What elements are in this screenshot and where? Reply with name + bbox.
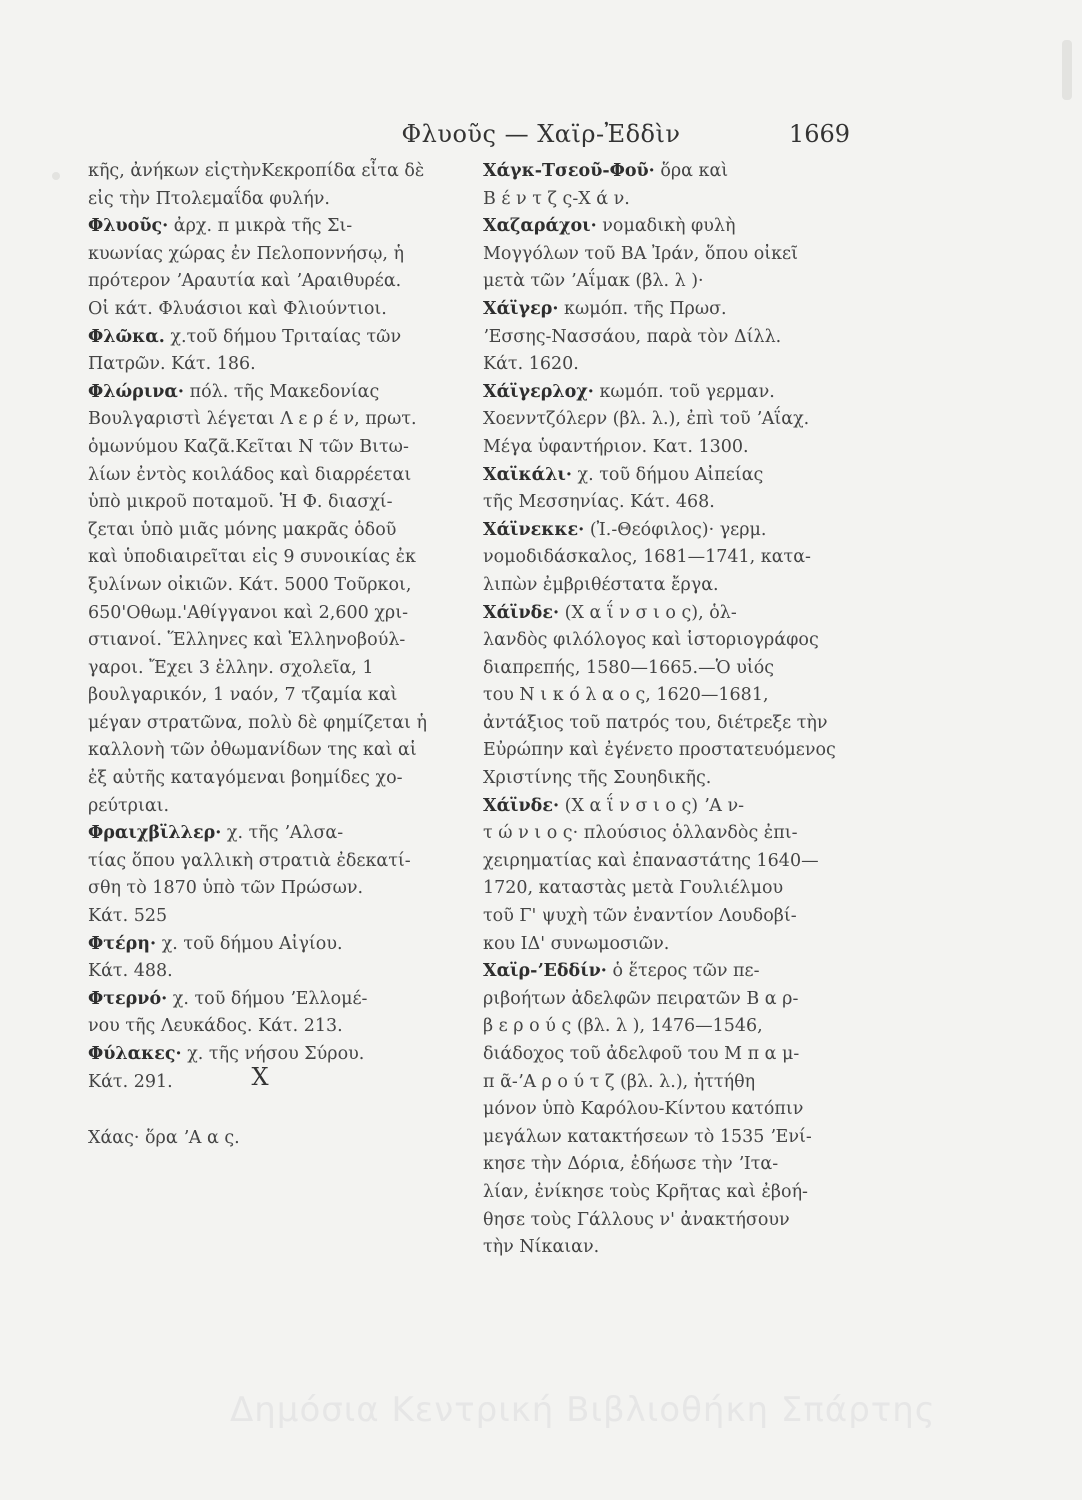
text-line: Κάτ. 1620.	[483, 354, 579, 375]
text-line: Μογγόλων τοῦ ΒΑ Ἰράν, ὅπου οἰκεῖ	[483, 243, 798, 264]
text-line: Χαζαράχοι· νομαδικὴ φυλὴ	[483, 216, 736, 237]
text-line: ὑπὸ μικροῦ ποταμοῦ. Ἡ Φ. διασχί-	[88, 492, 393, 513]
text-line: Κάτ. 488.	[88, 961, 173, 982]
text-line: Φτέρη· χ. τοῦ δήμου Αἰγίου.	[88, 933, 343, 954]
scan-spot	[1062, 40, 1072, 100]
text-line: Φλυοῦς· ἀρχ. π μικρὰ τῆς Σι-	[88, 216, 353, 237]
text-line: 650'Οθωμ.'Αθίγγανοι καὶ 2,600 χρι-	[88, 602, 408, 623]
headword: Φλυοῦς·	[88, 216, 169, 237]
text-line: Φλώρινα· πόλ. τῆς Μακεδονίας	[88, 381, 380, 402]
text-line: κησε τὴν Δόρια, ἐδήωσε τὴν ʼΙτα-	[483, 1154, 779, 1175]
text-line: μόνον ὑπὸ Καρόλου-Κίντου κατόπιν	[483, 1099, 804, 1120]
text-line: Οἱ κάτ. Φλυάσιοι καὶ Φλιούντιοι.	[88, 298, 387, 319]
headword: Χάϊνδε·	[483, 795, 560, 816]
text-line: εἰς τὴν Πτολεμαΐδα φυλήν.	[88, 188, 330, 209]
headword: Χάϊγερ·	[483, 298, 559, 319]
text-line: ρεύτριαι.	[88, 795, 170, 816]
text-line: Φραιχβϊλλερ· χ. τῆς ʼΑλσα-	[88, 823, 344, 844]
text-line: Χοενντζόλερν (βλ. λ.), ἐπὶ τοῦ ʼΑΐαχ.	[483, 409, 810, 430]
headword: Χαϊρ-ʼΕδδίν·	[483, 961, 607, 982]
text-line: Χάϊγερλοχ· κωμόπ. τοῦ γερμαν.	[483, 381, 775, 402]
text-line: μέγαν στρατῶνα, πολὺ δὲ φημίζεται ἡ	[88, 712, 427, 733]
text-line: Φλῶκα. χ.τοῦ δήμου Τριταίας τῶν	[88, 326, 402, 347]
text-line: Κάτ. 291.	[88, 1071, 173, 1092]
headword: Φραιχβϊλλερ·	[88, 823, 222, 844]
text-line: καλλονὴ τῶν ὀθωμανίδων της καὶ αἱ	[88, 740, 417, 761]
text-line: Χάγκ-Τσεοῦ-Φοῦ· ὅρα καὶ	[483, 161, 729, 181]
text-line: Χριστίνης τῆς Σουηδικῆς.	[483, 768, 712, 789]
text-line: ἀντάξιος τοῦ πατρός του, διέτρεξε τὴν	[483, 712, 828, 733]
final-entry: Χάας· ὅρα ʼΑ α ς.	[88, 1128, 240, 1148]
text-line: του Ν ι κ ό λ α ο ς, 1620—1681,	[483, 685, 769, 706]
text-line: Εὐρώπην καὶ ἐγένετο προστατευόμενος	[483, 740, 836, 761]
text-line: Χαϊκάλι· χ. τοῦ δήμου Αἰπείας	[483, 464, 764, 485]
text-line: κου ΙΔ' συνωμοσιῶν.	[483, 933, 670, 954]
headword: Χάγκ-Τσεοῦ-Φοῦ·	[483, 161, 655, 181]
text-line: τὴν Νίκαιαν.	[483, 1237, 600, 1258]
text-line: Χαϊρ-ʼΕδδίν· ὁ ἕτερος τῶν πε-	[483, 961, 760, 982]
text-line: Μέγα ὑφαντήριον. Κατ. 1300.	[483, 436, 749, 457]
headword: Φτέρη·	[88, 933, 157, 954]
page-number: 1669	[788, 120, 850, 148]
text-line: Κάτ. 525	[88, 906, 168, 927]
left-column	[88, 158, 448, 1096]
headword: Χαϊκάλι·	[483, 464, 572, 485]
headword: Χαζαράχοι·	[483, 216, 597, 237]
text-line: στιανοί. Ἕλληνες καὶ Ἑλληνοβούλ-	[88, 630, 406, 651]
text-line: π ᾶ-ʼΑ ρ ο ύ τ ζ (βλ. λ.), ἡττήθη	[483, 1071, 756, 1092]
headword: Φτερνό·	[88, 988, 168, 1009]
text-line: τῆς Μεσσηνίας. Κάτ. 468.	[483, 492, 715, 513]
text-line: μετὰ τῶν ʼΑΐμακ (βλ. λ )·	[483, 271, 704, 292]
text-line: χειρηματίας καὶ ἐπαναστάτης 1640—	[483, 850, 819, 871]
text-line: λίων ἐντὸς κοιλάδος καὶ διαρρέεται	[88, 464, 412, 485]
library-watermark: Δημόσια Κεντρική Βιβλιοθήκη Σπάρτης	[230, 1390, 936, 1430]
text-line: ξυλίνων οἰκιῶν. Κάτ. 5000 Τοῦρκοι,	[88, 574, 412, 595]
scan-spot	[52, 172, 60, 180]
text-line: κῆς, ἀνήκων εἰςτὴνΚεκροπίδα εἶτα δὲ	[88, 161, 425, 181]
text-line: κυωνίας χώρας ἐν Πελοποννήσῳ, ἡ	[88, 243, 405, 264]
text-line: Β έ ν τ ζ ς-Χ ά ν.	[483, 188, 630, 209]
text-line: Βουλγαριστὶ λέγεται Λ ε ρ έ ν, πρωτ.	[88, 409, 417, 430]
text-line: θησε τοὺς Γάλλους ν' ἀνακτήσουν	[483, 1209, 790, 1230]
text-line: καὶ ὑποδιαιρεῖται εἰς 9 συνοικίας ἐκ	[88, 547, 416, 568]
text-line: γαροι. Ἔχει 3 ἑλλην. σχολεῖα, 1	[88, 657, 374, 678]
text-line: τοῦ Γ' ψυχὴ τῶν ἐναντίον Λουδοβί-	[483, 906, 797, 927]
text-line: πρότερον ʼΑραυτία καὶ ʼΑραιθυρέα.	[88, 271, 402, 292]
text-line: νομοδιδάσκαλος, 1681—1741, κατα-	[483, 547, 811, 568]
text-line: ζεται ὑπὸ μιᾶς μόνης μακρᾶς ὁδοῦ	[88, 519, 397, 540]
text-line: Χάϊνεκκε· (Ἰ.-Θεόφιλος)· γερμ.	[483, 519, 767, 540]
text-line: Πατρῶν. Κάτ. 186.	[88, 354, 256, 375]
text-line: Φύλακες· χ. τῆς νήσου Σύρου.	[88, 1044, 365, 1064]
text-line: νου τῆς Λευκάδος. Κάτ. 213.	[88, 1016, 343, 1037]
text-line: διάδοχος τοῦ ἀδελφοῦ του Μ π α μ-	[483, 1044, 800, 1064]
right-column	[483, 158, 849, 1262]
text-line: τ ώ ν ι ο ς· πλούσιος ὁλλανδὸς ἐπι-	[483, 823, 798, 844]
text-line: ʼΕσσης-Νασσάου, παρὰ τὸν Δίλλ.	[483, 326, 782, 347]
text-line: τίας ὅπου γαλλικὴ στρατιὰ ἐδεκατί-	[88, 850, 411, 871]
text-line: μεγάλων κατακτήσεων τὸ 1535 ʼΕνί-	[483, 1126, 812, 1147]
headword: Χάϊγερλοχ·	[483, 381, 594, 402]
text-line: σθη τὸ 1870 ὑπὸ τῶν Πρώσων.	[88, 878, 364, 899]
text-line: λιπὼν ἐμβριθέστατα ἔργα.	[483, 574, 719, 595]
headword: Φλῶκα.	[88, 326, 165, 347]
headword: Φλώρινα·	[88, 381, 184, 402]
text-line: Χάϊγερ· κωμόπ. τῆς Πρωσ.	[483, 298, 727, 319]
text-line: ἐξ αὐτῆς καταγόμεναι βοημίδες χο-	[88, 768, 403, 789]
headword: Φύλακες·	[88, 1044, 182, 1064]
text-line: διαπρεπής, 1580—1665.—Ὁ υἱός	[483, 657, 775, 678]
text-line: Χάϊνδε· (Χ α ΐ ν σ ι ο ς), ὁλ-	[483, 602, 737, 623]
headword: Χάϊνδε·	[483, 602, 560, 623]
text-line: λανδὸς φιλόλογος καὶ ἱστοριογράφος	[483, 630, 819, 651]
text-line: ριβοήτων ἀδελφῶν πειρατῶν Β α ρ-	[483, 988, 799, 1009]
text-line: λίαν, ἐνίκησε τοὺς Κρῆτας καὶ ἐβοή-	[483, 1181, 808, 1202]
text-line: Φτερνό· χ. τοῦ δήμου ʼΕλλομέ-	[88, 988, 368, 1009]
text-line: 1720, καταστὰς μετὰ Γουλιέλμου	[483, 878, 784, 899]
running-header: Φλυοῦς — Χαϊρ-Ἐδδὶν	[401, 120, 681, 148]
text-line: βουλγαρικόν, 1 ναόν, 7 τζαμία καὶ	[88, 685, 398, 706]
section-letter: Χ	[251, 1063, 269, 1091]
text-line: ὁμωνύμου Καζᾶ.Κεῖται Ν τῶν Βιτω-	[88, 436, 409, 457]
headword: Χάϊνεκκε·	[483, 519, 585, 540]
text-line: Χάϊνδε· (Χ α ΐ ν σ ι ο ς) ʼΑ ν-	[483, 795, 745, 816]
text-line: β ε ρ ο ύ ς (βλ. λ ), 1476—1546,	[483, 1016, 763, 1037]
